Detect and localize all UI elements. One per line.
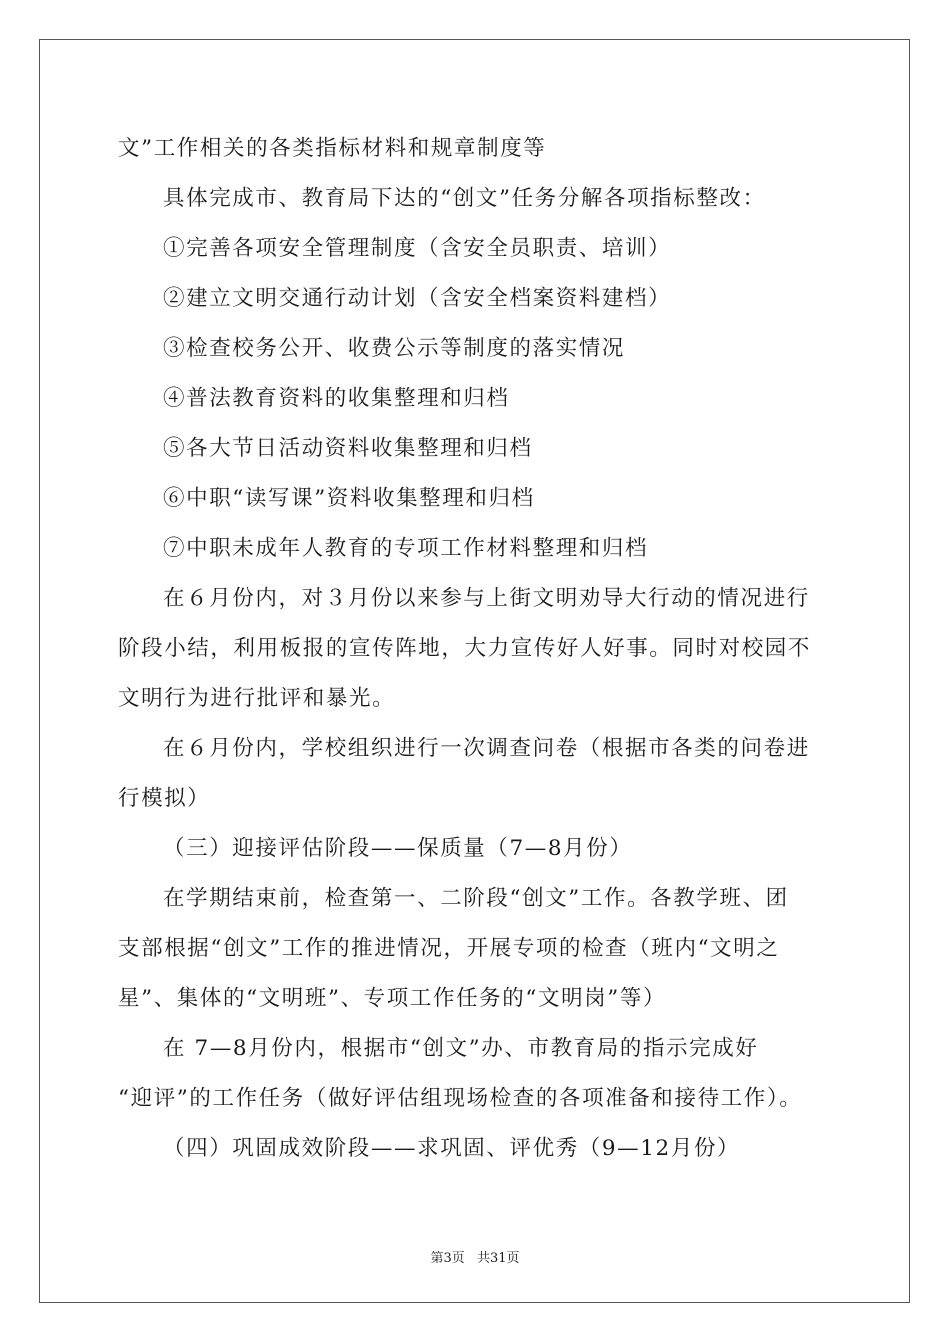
text-line-continuation: 文”工作相关的各类指标材料和规章制度等 (118, 136, 547, 161)
paragraph-july-august-end: “迎评”的工作任务（做好评估组现场检查的各项准备和接待工作）。 (118, 1086, 803, 1111)
section-heading-four: （四）巩固成效阶段——求巩固、评优秀（9—12月份） (163, 1136, 741, 1161)
paragraph-semester-check: 在学期结束前，检查第一、二阶段“创文”工作。各教学班、团 (163, 886, 789, 911)
text-line-task-intro: 具体完成市、教育局下达的“创文”任务分解各项指标整改： (163, 186, 766, 211)
page-number: 第3页 (430, 1251, 465, 1266)
page-footer (0, 1247, 950, 1266)
paragraph-june-survey: 在６月份内，学校组织进行一次调查问卷（根据市各类的问卷进 (163, 736, 810, 761)
page-total: 共31页 (476, 1251, 520, 1266)
list-item-5: ⑤各大节日活动资料收集整理和归档 (163, 436, 533, 461)
paragraph-semester-check-cont: 支部根据“创文”工作的推进情况，开展专项的检查（班内“文明之 (118, 936, 780, 961)
paragraph-june-summary: 在６月份内，对３月份以来参与上街文明劝导大行动的情况进行 (163, 586, 810, 611)
list-item-7: ⑦中职未成年人教育的专项工作材料整理和归档 (163, 536, 649, 561)
page-border (39, 39, 910, 1303)
list-item-6: ⑥中职“读写课”资料收集整理和归档 (163, 486, 535, 511)
list-item-1: ①完善各项安全管理制度（含安全员职责、培训） (163, 236, 672, 261)
list-item-2: ②建立文明交通行动计划（含安全档案资料建档） (163, 286, 672, 311)
section-heading-three: （三）迎接评估阶段——保质量（7—8月份） (163, 836, 633, 861)
list-item-3: ③检查校务公开、收费公示等制度的落实情况 (163, 336, 626, 361)
paragraph-june-survey-end: 行模拟） (118, 786, 211, 811)
paragraph-june-summary-cont: 阶段小结，利用板报的宣传阵地，大力宣传好人好事。同时对校园不 (118, 636, 812, 661)
paragraph-june-summary-end: 文明行为进行批评和暴光。 (118, 686, 396, 711)
list-item-4: ④普法教育资料的收集整理和归档 (163, 386, 510, 411)
paragraph-july-august: 在 7—8月份内，根据市“创文”办、市教育局的指示完成好 (163, 1036, 759, 1061)
paragraph-semester-check-end: 星”、集体的“文明班”、专项工作任务的“文明岗”等） (118, 986, 667, 1011)
